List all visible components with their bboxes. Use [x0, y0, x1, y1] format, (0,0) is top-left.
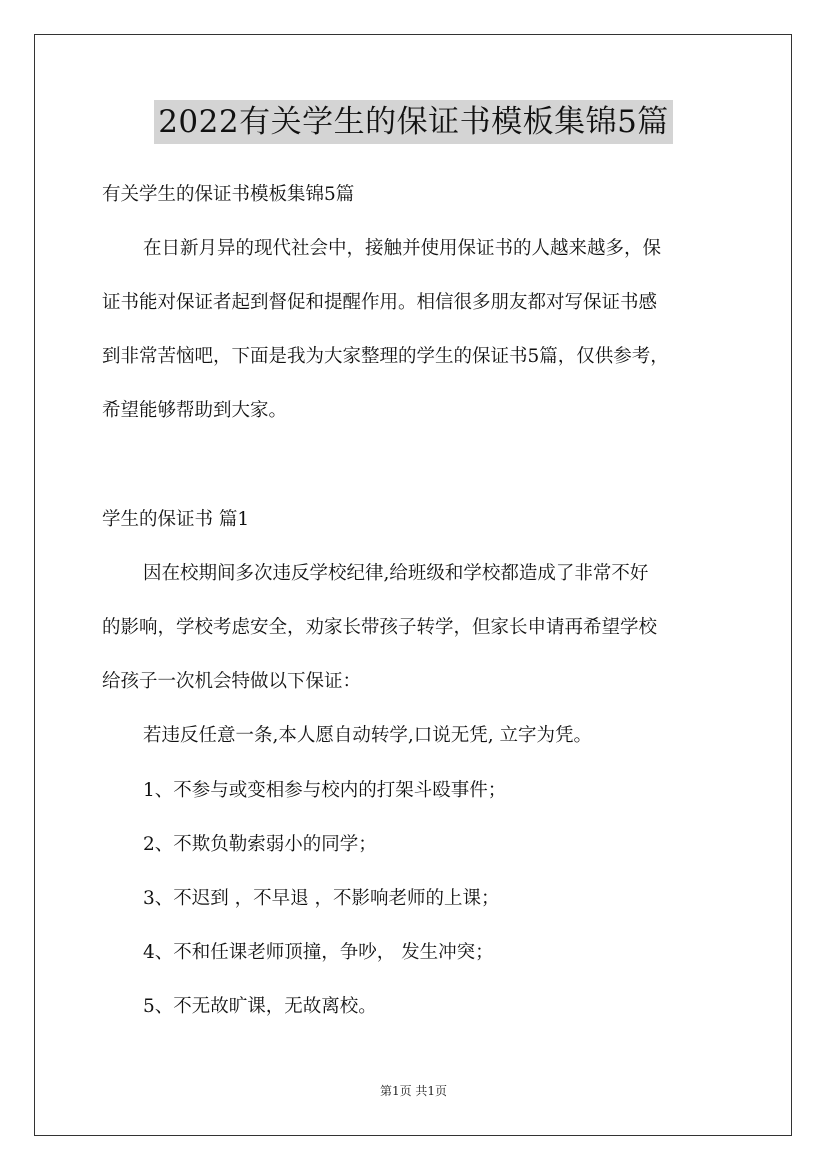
body-line: 因在校期间多次违反学校纪律,给班级和学校都造成了非常不好: [143, 563, 649, 584]
intro-line: 证书能对保证者起到督促和提醒作用。相信很多朋友都对写保证书感: [102, 292, 658, 313]
body-line: 给孩子一次机会特做以下保证：: [102, 671, 362, 692]
list-item: 3、不迟到 ，不早退 ，不影响老师的上课；: [143, 888, 500, 909]
list-item: 1、不参与或变相参与校内的打架斗殴事件；: [143, 780, 507, 801]
pledge-line: 若违反任意一条,本人愿自动转学,口说无凭, 立字为凭。: [143, 725, 593, 746]
document-title: 2022有关学生的保证书模板集锦5篇: [154, 100, 673, 144]
title-container: [0, 100, 827, 144]
intro-line: 到非常苦恼吧，下面是我为大家整理的学生的保证书5篇，仅供参考，: [102, 346, 669, 367]
list-item: 2、不欺负勒索弱小的同学；: [143, 834, 377, 855]
intro-line: 在日新月异的现代社会中，接触并使用保证书的人越来越多，保: [143, 238, 662, 259]
list-item: 5、不无故旷课，无故离校。: [143, 996, 377, 1017]
body-line: 的影响，学校考虑安全，劝家长带孩子转学，但家长申请再希望学校: [102, 617, 658, 638]
section-heading: 学生的保证书 篇1: [102, 509, 250, 530]
list-item: 4、不和任课老师顶撞，争吵， 发生冲突；: [143, 942, 494, 963]
page-footer: 第1页 共1页: [379, 1084, 448, 1098]
intro-line: 希望能够帮助到大家。: [102, 400, 288, 421]
document-subtitle: 有关学生的保证书模板集锦5篇: [102, 184, 355, 205]
